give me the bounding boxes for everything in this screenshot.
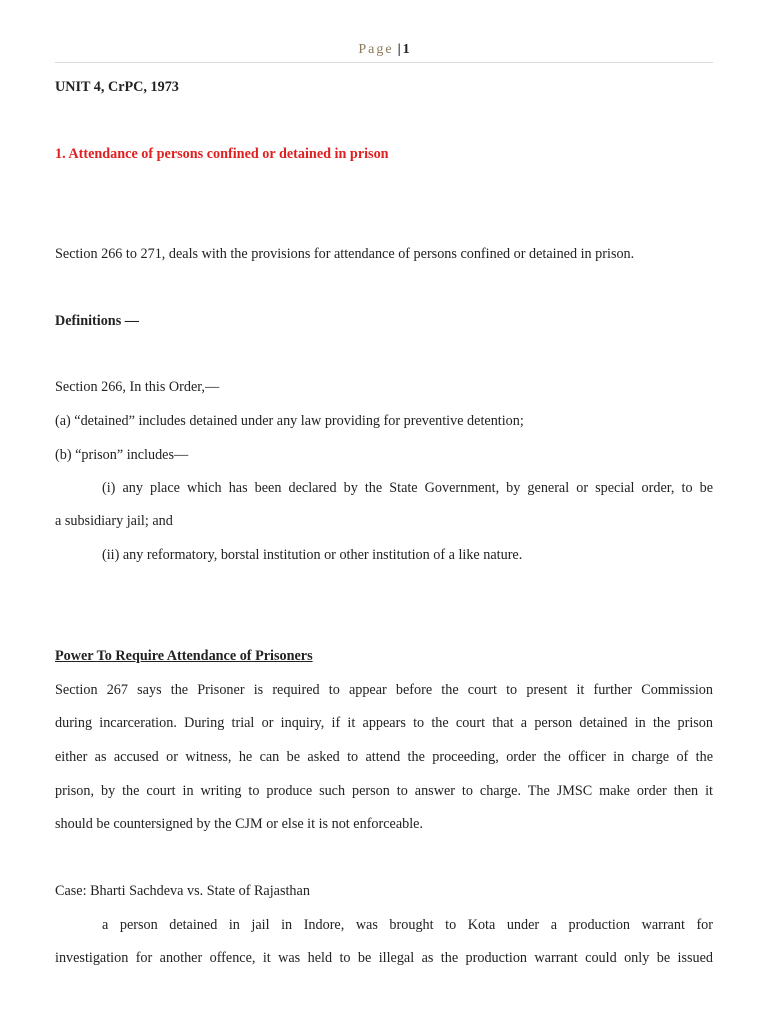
power-paragraph-line: should be countersigned by the CJM or else it is not enforceable.	[55, 816, 424, 832]
definition-line: Section 266, In this Order,—	[55, 379, 220, 395]
case-paragraph-line: investigation for another offence, it was held to be illegal as the production warrant could only be issued	[55, 950, 713, 966]
definition-line: (a) “detained” includes detained under any law providing for preventive detention;	[55, 413, 524, 429]
page-separator: |	[397, 42, 403, 57]
power-heading: Power To Require Attendance of Prisoners	[55, 648, 313, 664]
power-paragraph-line: during incarceration. During trial or inquiry, if it appears to the court that a person detained in the prison	[55, 715, 713, 731]
page-label: Page	[358, 42, 394, 57]
case-title: Case: Bharti Sachdeva vs. State of Rajasthan	[55, 883, 310, 899]
definition-line: (i) any place which has been declared by the State Government, by general or special order, to be	[102, 480, 713, 496]
case-paragraph-line: a person detained in jail in Indore, was brought to Kota under a production warrant for	[102, 917, 713, 933]
section-heading: 1. Attendance of persons confined or detained in prison	[55, 146, 389, 162]
power-paragraph-line: prison, by the court in writing to produce such person to answer to charge. The JMSC make order then it	[55, 783, 713, 799]
definition-line: (b) “prison” includes—	[55, 447, 189, 463]
definitions-heading: Definitions —	[55, 313, 139, 329]
definition-line: (ii) any reformatory, borstal institution or other institution of a like nature.	[102, 547, 523, 563]
intro-paragraph: Section 266 to 271, deals with the provisions for attendance of persons confined or detained in prison.	[55, 246, 635, 262]
unit-title: UNIT 4, CrPC, 1973	[55, 79, 179, 95]
definition-line: a subsidiary jail; and	[55, 513, 173, 529]
power-paragraph-line: either as accused or witness, he can be asked to attend the proceeding, order the officer in charge of the	[55, 749, 713, 765]
page-header	[0, 42, 768, 58]
header-rule	[55, 62, 713, 63]
page-number: 1	[402, 42, 410, 57]
power-paragraph-line: Section 267 says the Prisoner is required to appear before the court to present it further Commission	[55, 682, 713, 698]
